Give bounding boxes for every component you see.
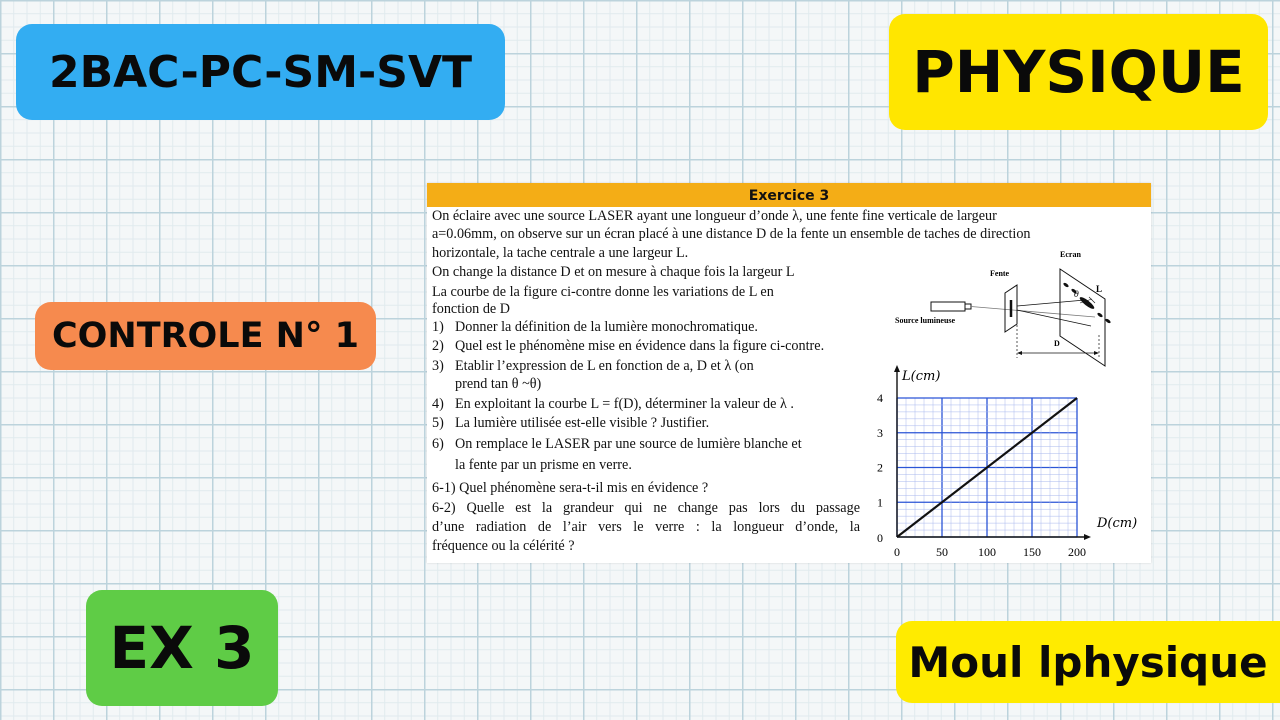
level-badge [16, 24, 505, 120]
distance-label: D [1054, 339, 1060, 348]
question-text: Donner la définition de la lumière monochromatique. [455, 319, 758, 335]
question-text: prend tan θ ~θ) [455, 376, 542, 392]
question-text: La lumière utilisée est-elle visible ? Justifier. [455, 415, 710, 431]
chart-L-vs-D [879, 363, 1151, 563]
x-tick-label: 0 [894, 545, 900, 559]
question-text: Quel est le phénomène mise en évidence dans la figure ci-contre. [455, 338, 825, 354]
x-tick-label: 150 [1023, 545, 1041, 559]
source-label: Source lumineuse [895, 316, 956, 325]
intro-line: On change la distance D et on mesure à chaque fois la largeur L [432, 264, 795, 280]
x-tick-label: 100 [978, 545, 996, 559]
x-axis-label: D(cm) [1097, 516, 1138, 531]
question-text: Etablir l’expression de L en fonction de a, D et λ (on [455, 358, 754, 374]
intro-line: a=0.06mm, on observe sur un écran placé à une distance D de la fente un ensemble de taches de direction [432, 226, 1031, 242]
exercise-badge [86, 590, 278, 706]
subject-badge [889, 14, 1268, 130]
subject-label: PHYSIQUE [912, 38, 1245, 106]
screen-label: Ecran [1060, 250, 1081, 259]
question-number: 3) [432, 358, 444, 374]
y-axis-label: L(cm) [902, 369, 941, 384]
y-tick-label: 1 [877, 495, 883, 510]
exercise-title: Exercice 3 [427, 183, 1151, 207]
question-number: 6) [432, 436, 444, 452]
y-tick-label: 3 [877, 425, 883, 440]
question-number: 4) [432, 396, 444, 412]
exercise-label: EX 3 [109, 614, 255, 682]
test-label: CONTROLE N° 1 [51, 316, 360, 356]
question-number: 5) [432, 415, 444, 431]
question-number: 2) [432, 338, 444, 354]
experimental-setup-diagram [895, 245, 1145, 363]
sub-question: 6-2) Quelle est la grandeur qui ne change pas lors du passage [432, 500, 860, 516]
sub-question: fréquence ou la célérité ? [432, 538, 575, 554]
y-axis-arrow [894, 365, 900, 372]
level-label: 2BAC-PC-SM-SVT [48, 46, 473, 98]
slit-label: Fente [990, 269, 1010, 278]
author-badge [896, 621, 1280, 703]
theta-label: θ [1074, 290, 1079, 299]
intro-line: On éclaire avec une source LASER ayant une longueur d’onde λ, une fente fine verticale de largeur [432, 208, 997, 224]
intro-line: horizontale, la tache centrale a une largeur L. [432, 245, 689, 261]
exercise-document [427, 183, 1151, 563]
intro-line: La courbe de la figure ci-contre donne les variations de L en [432, 284, 774, 300]
question-text: la fente par un prisme en verre. [455, 457, 632, 473]
question-number: 1) [432, 319, 444, 335]
y-tick-label: 4 [877, 391, 883, 405]
y-tick-label: 2 [877, 460, 883, 475]
question-text: En exploitant la courbe L = f(D), déterminer la valeur de λ . [455, 396, 794, 412]
sub-question: 6-1) Quel phénomène sera-t-il mis en évidence ? [432, 480, 709, 496]
question-text: On remplace le LASER par une source de lumière blanche et [455, 436, 802, 452]
intro-line: fonction de D [432, 301, 511, 317]
sub-question: d’une radiation de l’air vers le verre : la longueur d’onde, la [432, 519, 860, 535]
test-badge [35, 302, 376, 370]
author-label: Moul lphysique [908, 637, 1268, 687]
x-tick-label: 50 [936, 545, 948, 559]
y-tick-label: 0 [877, 531, 883, 545]
x-axis-arrow [1084, 534, 1091, 540]
x-tick-label: 200 [1068, 545, 1086, 559]
width-label: L [1096, 284, 1103, 294]
